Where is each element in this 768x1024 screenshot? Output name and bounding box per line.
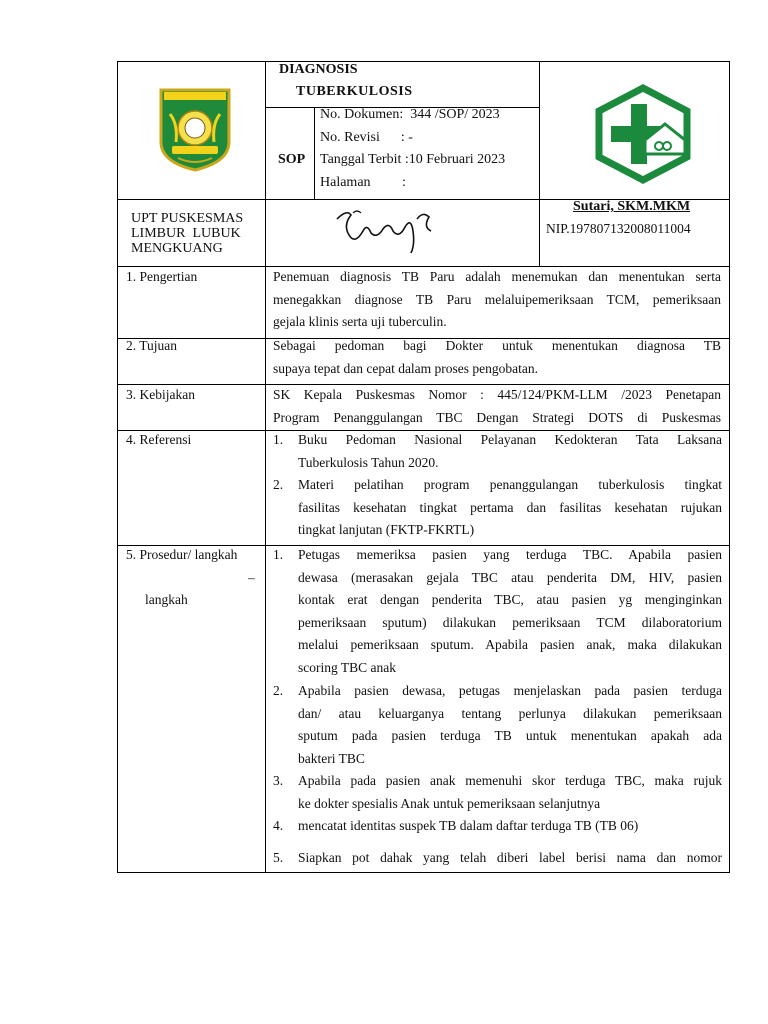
divider <box>265 199 266 266</box>
tanggal-terbit: Tanggal Terbit :10 Februari 2023 <box>320 152 506 167</box>
text-line: pemeriksaan sputum) dilakukan pemeriksaan TCM dilaboratorium <box>298 614 722 630</box>
text-line: scoring TBC anak <box>298 659 396 675</box>
text-line: sputum pada pasien terduga TB untuk menentukan apakah ada <box>298 728 722 743</box>
sop-content-table <box>117 266 730 873</box>
text-line: ke dokter spesialis Anak untuk pemeriksaan selanjutnya <box>298 795 601 811</box>
puskesmas-logo <box>593 84 693 184</box>
pengertian-text <box>273 266 721 334</box>
document-title-line1: DIAGNOSIS <box>279 62 358 77</box>
list-number: 2. <box>273 477 284 492</box>
referensi-item <box>298 474 722 542</box>
list-number: 5. <box>273 850 284 865</box>
list-number: 4. <box>273 818 284 833</box>
prosedur-label: 5. Prosedur/ langkah <box>126 547 238 562</box>
divider <box>265 62 266 199</box>
referensi-label: 4. Referensi <box>126 432 192 447</box>
unit-name-line: UPT PUSKESMAS <box>131 211 244 226</box>
divider <box>265 266 266 872</box>
divider <box>314 107 315 199</box>
text-line: Buku Pedoman Nasional Pelayanan Kedokteran Tata Laksana <box>298 432 722 447</box>
text-line: bakteri TBC <box>298 750 365 766</box>
prosedur-item <box>298 770 722 815</box>
text-line: Petugas memeriksa pasien yang terduga TBC. Apabila pasien <box>298 547 722 562</box>
text-line: menegakkan diagnose TB Paru melaluipemeriksaan TCM, pemeriksaan <box>273 291 721 307</box>
unit-signature-row <box>117 199 730 267</box>
prosedur-label-cont: langkah <box>145 592 188 607</box>
tujuan-text <box>273 335 721 380</box>
kabupaten-bungo-logo <box>158 84 232 172</box>
unit-name <box>131 211 256 256</box>
text-line: tingkat lanjutan (FKTP-FKRTL) <box>298 522 475 537</box>
text-line: Program Penanggulangan TBC Dengan Strategi DOTS di Puskesmas <box>273 409 721 425</box>
kebijakan-label: 3. Kebijakan <box>126 387 195 402</box>
pengertian-label: 1. Pengertian <box>126 269 198 284</box>
text-line: gejala klinis serta uji tuberculin. <box>273 314 447 329</box>
halaman: Halaman : <box>320 175 406 190</box>
text-line: Penemuan diagnosis TB Paru adalah menemukan dan menentukan serta <box>273 269 721 284</box>
prosedur-item <box>298 847 722 870</box>
divider <box>539 62 540 199</box>
kebijakan-text <box>273 384 721 429</box>
text-line: Sebagai pedoman bagi Dokter untuk menentukan diagnosa TB <box>273 338 721 353</box>
text-line: kontak erat dengan penderita TBC, atau pasien yg menginginkan <box>298 592 722 607</box>
text-line: supaya tepat dan cepat dalam proses pengobatan. <box>273 360 539 376</box>
prosedur-item <box>298 680 722 770</box>
list-number: 2. <box>273 683 284 698</box>
text-line: mencatat identitas suspek TB dalam daftar terduga TB (TB 06) <box>298 818 639 833</box>
no-dokumen: No. Dokumen: 344 /SOP/ 2023 <box>320 107 500 122</box>
text-line: melalui pemeriksaan sputum. Apabila pasien anak, maka dilakukan <box>298 637 722 652</box>
text-line: dan/ atau keluarganya tentang perlunya dilakukan pemeriksaan <box>298 705 722 721</box>
text-line: Tuberkulosis Tahun 2020. <box>298 454 439 470</box>
signature <box>333 205 443 257</box>
text-line: Apabila pasien dewasa, petugas menjelaskan pada pasien terduga <box>298 683 722 698</box>
text-line: fasilitas kesehatan tingkat pertama dan fasilitas kesehatan rujukan <box>298 499 722 515</box>
unit-name-line: LIMBUR LUBUK <box>131 226 241 241</box>
signatory-nip: NIP.197807132008011004 <box>546 221 691 236</box>
divider <box>539 199 540 266</box>
tujuan-label: 2. Tujuan <box>126 338 178 353</box>
document-title-line2: TUBERKULOSIS <box>296 84 413 99</box>
header-table <box>117 61 730 200</box>
prosedur-label-dash: – <box>248 570 255 585</box>
text-line: SK Kepala Puskesmas Nomor : 445/124/PKM-LLM /2023 Penetapan <box>273 387 721 402</box>
text-line: Materi pelatihan program penanggulangan tuberkulosis tingkat <box>298 477 722 492</box>
sop-label: SOP <box>278 152 306 167</box>
no-revisi: No. Revisi : - <box>320 130 413 145</box>
list-number: 1. <box>273 547 284 562</box>
signatory-name: Sutari, SKM.MKM <box>573 199 691 214</box>
referensi-item <box>298 429 722 474</box>
list-number: 1. <box>273 432 284 447</box>
text-line: Siapkan pot dahak yang telah diberi label berisi nama dan nomor <box>298 850 722 865</box>
prosedur-item <box>298 815 722 838</box>
prosedur-item <box>298 544 722 679</box>
list-number: 3. <box>273 773 284 788</box>
text-line: dewasa (merasakan gejala TBC atau penderita DM, HIV, pasien <box>298 569 722 585</box>
unit-name-line: MENGKUANG <box>131 241 223 256</box>
text-line: Apabila pada pasien anak memenuhi skor terduga TBC, maka rujuk <box>298 773 722 788</box>
